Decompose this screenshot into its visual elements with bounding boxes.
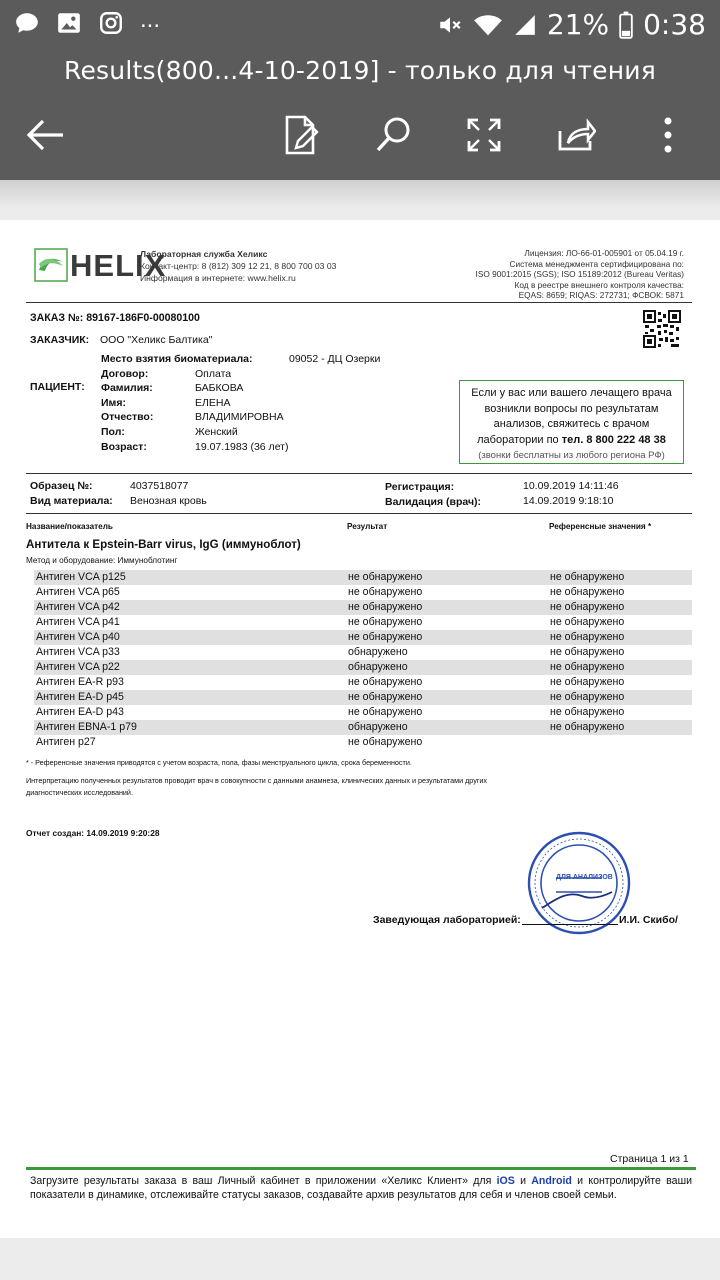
row-result: не обнаружено: [348, 616, 423, 628]
row-ref: не обнаружено: [550, 601, 625, 613]
table-row: [34, 645, 692, 660]
row-result: не обнаружено: [348, 586, 423, 598]
more-options-button[interactable]: [643, 110, 693, 160]
field-value: ЕЛЕНА: [195, 397, 231, 409]
row-ref: не обнаружено: [550, 646, 625, 658]
row-result: обнаружено: [348, 661, 408, 673]
lab-stamp-icon: [526, 830, 632, 936]
table-row: [34, 705, 692, 720]
field-label: Место взятия биоматериала:: [101, 353, 253, 365]
field-value: 09052 - ДЦ Озерки: [289, 353, 381, 365]
field-label: Договор:: [101, 368, 149, 380]
registration-label: Регистрация:: [385, 481, 455, 493]
row-ref: не обнаружено: [550, 706, 625, 718]
app-bar: [0, 50, 720, 180]
row-name: Антиген VCA p42: [36, 601, 120, 613]
contact-notice: [459, 380, 684, 464]
notice-line: (звонки бесплатны из любого региона РФ): [478, 450, 665, 462]
order-number: ЗАКАЗ №: 89167-186F0-00080100: [30, 312, 200, 324]
battery-icon: [619, 11, 633, 39]
table-row: [34, 735, 692, 750]
document-title: Results(800...4-10-2019] - только для чтения: [64, 56, 656, 85]
table-row: [34, 570, 692, 585]
row-name: Антиген VCA p33: [36, 646, 120, 658]
qr-code-icon: [643, 310, 681, 348]
row-ref: не обнаружено: [550, 586, 625, 598]
back-button[interactable]: [20, 110, 70, 160]
more-notifications: ...: [140, 6, 161, 33]
mute-icon: [437, 12, 463, 38]
footer-text: Загрузите результаты заказа в ваш Личный кабинет в приложении «Хеликс Клиент» для: [30, 1175, 497, 1187]
instagram-icon: [98, 10, 124, 36]
row-name: Антиген EBNA-1 p79: [36, 721, 137, 733]
expand-icon: [466, 117, 502, 153]
row-name: Антиген EA-D p43: [36, 706, 124, 718]
license-line: Система менеджмента сертифицирована по:: [509, 258, 684, 269]
row-name: Антиген VCA p41: [36, 616, 120, 628]
row-result: не обнаружено: [348, 676, 423, 688]
status-bar: [0, 0, 720, 50]
license-line: ISO 9001:2015 (SGS); ISO 15189:2012 (Bureau Veritas): [475, 269, 684, 280]
col-ref-header: Референсные значения *: [549, 522, 652, 531]
row-ref: не обнаружено: [550, 676, 625, 688]
lab-site: Информация в интернете: www.helix.ru: [140, 273, 296, 283]
clock: 0:38: [643, 8, 706, 41]
edit-document-icon: [283, 114, 321, 156]
search-icon: [373, 115, 413, 155]
wifi-icon: [473, 12, 503, 38]
patient-label: ПАЦИЕНТ:: [30, 381, 85, 393]
notice-line: [460, 433, 683, 449]
table-row: [34, 600, 692, 615]
row-name: Антиген VCA p65: [36, 586, 120, 598]
share-icon: [556, 117, 596, 153]
row-result: не обнаружено: [348, 736, 423, 748]
battery-percent: 21%: [546, 8, 610, 41]
footer-divider: [26, 1167, 696, 1170]
row-name: Антиген VCA p125: [36, 571, 126, 583]
divider: [26, 302, 692, 303]
row-result: не обнаружено: [348, 571, 423, 583]
page-number: Страница 1 из 1: [610, 1153, 689, 1165]
row-ref: не обнаружено: [550, 616, 625, 628]
row-result: не обнаружено: [348, 631, 423, 643]
notice-text: лаборатории по: [477, 433, 562, 446]
row-name: Антиген VCA p40: [36, 631, 120, 643]
share-button[interactable]: [551, 110, 601, 160]
signature-line: [522, 924, 618, 925]
notice-phone: тел. 8 800 222 48 38: [561, 433, 666, 446]
validation-label: Валидация (врач):: [385, 496, 482, 508]
helix-logo-text: HELIX: [70, 248, 167, 283]
row-name: Антиген EA-D p45: [36, 691, 124, 703]
col-result-header: Результат: [347, 522, 388, 531]
row-name: Антиген VCA p22: [36, 661, 120, 673]
fullscreen-button[interactable]: [459, 110, 509, 160]
footer-text: и: [514, 1175, 532, 1187]
material-label: Вид материала:: [30, 495, 113, 507]
footer-text: и контролируйте ваши показатели в динамике, отслеживайте статусы заказов, создавайте архив результатов для себя и членов своей семьи.: [30, 1175, 692, 1201]
customer-value: ООО "Хеликс Балтика": [100, 334, 213, 346]
footer-promo: [30, 1174, 692, 1202]
interpretation-note: диагностических исследований.: [26, 788, 133, 797]
lab-name: Лабораторная служба Хеликс: [140, 249, 268, 259]
row-result: не обнаружено: [348, 706, 423, 718]
field-label: Пол:: [101, 426, 125, 438]
customer-label: ЗАКАЗЧИК:: [30, 334, 90, 346]
field-value: 19.07.1983 (36 лет): [195, 441, 289, 453]
lab-contacts: Контакт-центр: 8 (812) 309 12 21, 8 800 700 03 03: [140, 261, 337, 271]
head-of-lab-label: Заведующая лабораторией:: [373, 914, 521, 926]
interpretation-note: Интерпретацию полученных результатов проводит врач в совокупности с данными анамнеза, клинических данных и результатами других: [26, 776, 488, 785]
license-info: [476, 248, 684, 301]
divider: [26, 513, 692, 514]
sample-value: 4037518077: [130, 480, 189, 492]
chat-icon: [14, 10, 40, 36]
license-line: Лицензия: ЛО-66-01-005901 от 05.04.19 г.: [524, 248, 684, 258]
row-result: не обнаружено: [348, 691, 423, 703]
row-ref: не обнаружено: [550, 661, 625, 673]
row-ref: не обнаружено: [550, 631, 625, 643]
row-name: Антиген EA-R p93: [36, 676, 124, 688]
notice-line: возникли вопросы по результатам: [484, 402, 659, 415]
more-vert-icon: [663, 117, 673, 153]
search-button[interactable]: [368, 110, 418, 160]
table-row: [34, 615, 692, 630]
validation-value: 14.09.2019 9:18:10: [523, 495, 614, 507]
notice-line: Если у вас или вашего лечащего врача: [471, 387, 672, 399]
reference-note: * - Референсные значения приводятся с учетом возраста, пола, фазы менструального цикла, срока беременности.: [26, 758, 412, 767]
material-value: Венозная кровь: [130, 495, 207, 507]
head-of-lab-name: И.И. Скибо/: [619, 914, 678, 926]
row-result: не обнаружено: [348, 601, 423, 613]
ios-link[interactable]: iOS: [496, 1175, 515, 1187]
row-result: обнаружено: [348, 721, 408, 733]
table-row: [34, 690, 692, 705]
test-method: Метод и оборудование: Иммуноблотинг: [26, 556, 178, 565]
edit-button[interactable]: [277, 110, 327, 160]
field-value: Оплата: [195, 368, 232, 380]
field-value: БАБКОВА: [195, 382, 244, 394]
stamp-text: ДЛЯ АНАЛИЗОВ: [556, 874, 613, 881]
table-row: [34, 585, 692, 600]
divider: [26, 473, 692, 474]
gallery-icon: [56, 10, 82, 36]
table-row: [34, 660, 692, 675]
license-line: EQAS: 8659; RIQAS: 272731; ФСВОК: 5871: [518, 290, 684, 301]
row-ref: не обнаружено: [550, 571, 625, 583]
field-label: Возраст:: [101, 441, 147, 453]
field-label: Фамилия:: [101, 382, 153, 394]
notice-line: анализов, свяжитесь с врачом: [493, 418, 650, 431]
col-name-header: Название/показатель: [26, 522, 113, 531]
sample-label: Образец №:: [30, 480, 93, 492]
test-title: Антитела к Epstein-Barr virus, IgG (иммуноблот): [26, 538, 301, 551]
table-row: [34, 675, 692, 690]
field-value: ВЛАДИМИРОВНА: [195, 411, 284, 423]
row-ref: не обнаружено: [550, 691, 625, 703]
table-row: [34, 630, 692, 645]
field-label: Имя:: [101, 397, 126, 409]
helix-logo-icon: [34, 248, 68, 282]
field-value: Женский: [195, 426, 238, 438]
row-ref: не обнаружено: [550, 721, 625, 733]
row-result: обнаружено: [348, 646, 408, 658]
android-link[interactable]: Android: [531, 1175, 572, 1187]
lab-info: [140, 248, 336, 284]
toolbar-shadow: [0, 180, 720, 220]
row-name: Антиген p27: [36, 736, 96, 748]
document-page: [0, 220, 720, 1238]
arrow-back-icon: [25, 117, 65, 153]
license-line: Код в реестре внешнего контроля качества:: [514, 279, 684, 290]
table-row: [34, 720, 692, 735]
report-created: Отчет создан: 14.09.2019 9:20:28: [26, 828, 160, 838]
signal-icon: [513, 12, 537, 38]
field-label: Отчество:: [101, 411, 154, 423]
registration-value: 10.09.2019 14:11:46: [523, 480, 619, 492]
